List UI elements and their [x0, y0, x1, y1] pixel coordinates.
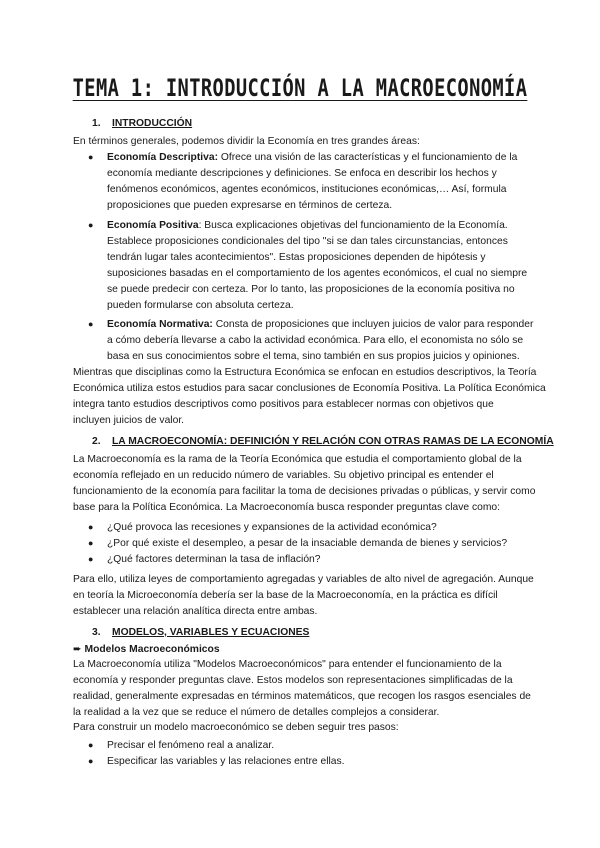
- bullet-icon: ●: [88, 220, 94, 230]
- term-label: Economía Positiva: [107, 220, 199, 231]
- section-2-title: LA MACROECONOMÍA: DEFINICIÓN Y RELACIÓN CON OTRAS RAMAS DE LA ECONOMÍA: [112, 436, 554, 447]
- bullet-icon: ●: [88, 152, 94, 162]
- bullet-icon: ●: [88, 756, 94, 766]
- list-item-text: basa en sus conocimientos sobre el tema, sino también en sus propios juicios y opiniones.: [107, 351, 520, 362]
- section-3-heading: [92, 627, 309, 638]
- term-label: Economía Descriptiva:: [107, 152, 219, 163]
- paragraph-line: economía reflejado en un reducido número de variables. Su objetivo principal es entender el: [73, 470, 494, 481]
- list-item-text: a cómo debería llevarse a cabo la actividad económica. Para ello, el economista no sólo se: [107, 335, 524, 346]
- section-1-number: 1.: [92, 118, 101, 129]
- bullet-icon: ●: [88, 554, 94, 564]
- list-item-text: : Busca explicaciones objetivas del funcionamiento de la Economía.: [198, 220, 508, 231]
- list-item: [107, 317, 533, 333]
- paragraph-line: economía y responder preguntas clave. Estos modelos son representaciones simplificadas de la: [73, 675, 513, 686]
- page-title: TEMA 1: INTRODUCCIÓN A LA MACROECONOMÍA: [72, 74, 528, 102]
- term-label: Economía Normativa:: [107, 319, 213, 330]
- section-3-number: 3.: [92, 627, 101, 638]
- paragraph-line: establecer una relación analítica directa entre ambas.: [73, 606, 318, 617]
- subheading: [73, 643, 220, 655]
- paragraph-line: realidad, generalmente expresadas en términos matemáticos, que recogen los rasgos esenciales de: [73, 691, 531, 702]
- paragraph-line: Mientras que disciplinas como la Estructura Económica se enfocan en estudios descriptivos, la Teoría: [73, 367, 537, 378]
- list-item-text: Ofrece una visión de las características y el funcionamiento de la: [218, 152, 518, 163]
- bullet-icon: ●: [88, 319, 94, 329]
- paragraph-line: Para construir un modelo macroeconómico se deben seguir tres pasos:: [73, 722, 399, 733]
- list-item-text: proposiciones que pueden expresarse en términos de certeza.: [107, 200, 393, 211]
- paragraph-line: en teoría la Microeconomía debería ser la base de la Macroeconomía, en la práctica es difícil: [73, 590, 498, 601]
- paragraph-line: la realidad a la vez que se reduce el número de detalles complejos a considerar.: [73, 707, 440, 718]
- list-item-text: economía mediante descripciones y definiciones. Se enfoca en describir los hechos y: [107, 168, 497, 179]
- list-item-text: suposiciones basadas en el comportamiento de los agentes económicos, el cual no siempre: [107, 268, 528, 279]
- list-item: Precisar el fenómeno real a analizar.: [107, 740, 275, 751]
- list-item-text: Consta de proposiciones que incluyen juicios de valor para responder: [212, 319, 534, 330]
- list-item-text: se puede predecir con certeza. Por lo tanto, las proposiciones de la economía positiva no: [107, 284, 515, 295]
- list-item-text: pueden formularse con absoluta certeza.: [107, 300, 294, 311]
- list-item: Especificar las variables y las relaciones entre ellas.: [107, 756, 345, 767]
- section-1-title: INTRODUCCIÓN: [112, 118, 193, 129]
- list-item-text: fenómenos económicos, agentes económicos, instituciones económicas,… Así, formula: [107, 184, 507, 195]
- section-2-number: 2.: [92, 436, 101, 447]
- bullet-icon: ●: [88, 538, 94, 548]
- bullet-icon: ●: [88, 740, 94, 750]
- section-1-heading: [92, 118, 192, 129]
- paragraph-line: Económica utiliza estos estudios para sacar conclusiones de Economía Positiva. La Política Económica: [73, 383, 546, 394]
- section-1-intro: En términos generales, podemos dividir la Economía en tres grandes áreas:: [73, 136, 420, 147]
- paragraph-line: integra tanto estudios descriptivos como positivos para establecer normas con objetivos que: [73, 399, 494, 410]
- list-item: ¿Qué provoca las recesiones y expansiones de la actividad económica?: [107, 522, 437, 533]
- list-item: ¿Por qué existe el desempleo, a pesar de la insaciable demanda de bienes y servicios?: [107, 538, 508, 549]
- list-item-text: tendrán lugar tales acontecimientos". Estas proposiciones dependen de hipótesis y: [107, 252, 486, 263]
- list-item-text: Establece proposiciones condicionales del tipo "si se dan tales circunstancias, entonces: [107, 236, 508, 247]
- section-3-title: MODELOS, VARIABLES Y ECUACIONES: [112, 627, 310, 638]
- paragraph-line: La Macroeconomía es la rama de la Teoría Económica que estudia el comportamiento global de la: [73, 454, 522, 465]
- paragraph-line: Para ello, utiliza leyes de comportamiento agregadas y variables de alto nivel de agregación. Aunque: [73, 574, 534, 585]
- subheading-label: Modelos Macroeconómicos: [84, 644, 220, 655]
- paragraph-line: incluyen juicios de valor.: [73, 415, 185, 426]
- list-item: [107, 218, 508, 234]
- arrow-icon: ➨: [73, 644, 82, 655]
- section-2-heading: [92, 436, 554, 447]
- paragraph-line: La Macroeconomía utiliza "Modelos Macroeconómicos" para entender el funcionamiento de la: [73, 659, 502, 670]
- list-item: ¿Qué factores determinan la tasa de inflación?: [107, 554, 321, 565]
- bullet-icon: ●: [88, 522, 94, 532]
- list-item: [107, 150, 517, 166]
- paragraph-line: base para la Política Económica. La Macroeconomía busca responder preguntas clave como:: [73, 502, 500, 513]
- paragraph-line: funcionamiento de la economía para facilitar la toma de decisiones privadas o públicas, y servir como: [73, 486, 536, 497]
